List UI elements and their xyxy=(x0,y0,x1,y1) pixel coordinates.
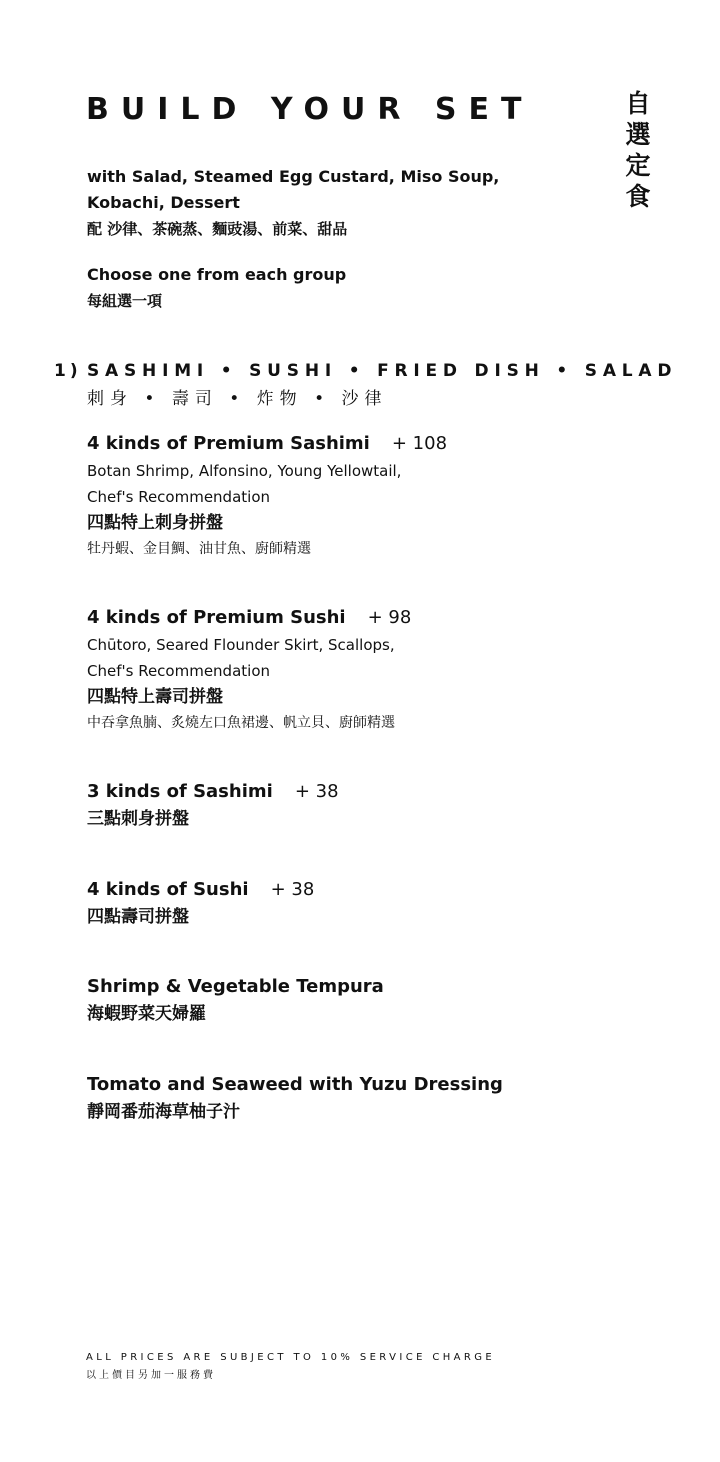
menu-item-name: Tomato and Seaweed with Yuzu Dressing xyxy=(87,1074,503,1095)
menu-item-name xyxy=(87,604,411,632)
includes-line-2: Kobachi, Dessert xyxy=(87,193,240,212)
menu-item-price: + 98 xyxy=(367,607,412,628)
menu-item-name-cjk: 海蝦野菜天婦羅 xyxy=(87,1004,206,1024)
vertical-title-char: 選 xyxy=(625,120,651,149)
menu-item-desc-cjk: 牡丹蝦、金目鯛、油甘魚、廚師精選 xyxy=(87,541,311,557)
section-title: SASHIMI • SUSHI • FRIED DISH • SALAD xyxy=(87,361,678,381)
menu-item xyxy=(87,778,339,832)
menu-item-desc: Botan Shrimp, Alfonsino, Young Yellowtail, xyxy=(87,462,402,480)
choose-block xyxy=(87,262,346,314)
menu-item-name xyxy=(87,876,314,904)
menu-item-price: + 38 xyxy=(294,781,339,802)
menu-item-name-text: 3 kinds of Sashimi xyxy=(87,781,273,802)
page-title: BUILD YOUR SET xyxy=(86,92,534,127)
vertical-title-cjk xyxy=(622,88,654,212)
menu-item xyxy=(87,604,411,736)
service-charge-note-cjk: 以上價目另加一服務費 xyxy=(86,1370,216,1381)
menu-item-name-text: 4 kinds of Premium Sushi xyxy=(87,607,346,628)
menu-item xyxy=(87,973,384,1027)
menu-item xyxy=(87,430,447,562)
includes-cjk: 配 沙律、茶碗蒸、麵豉湯、前菜、甜品 xyxy=(87,220,348,238)
menu-item-desc: Chūtoro, Seared Flounder Skirt, Scallops, xyxy=(87,636,395,654)
vertical-title-char: 食 xyxy=(625,182,651,211)
intro-block xyxy=(87,164,499,242)
choose-en: Choose one from each group xyxy=(87,265,347,284)
menu-item-desc-cjk: 中吞拿魚腩、炙燒左口魚裙邊、帆立貝、廚師精選 xyxy=(87,715,395,731)
menu-item-price: + 38 xyxy=(270,879,315,900)
menu-item xyxy=(87,876,314,930)
menu-item-name-text: 4 kinds of Premium Sashimi xyxy=(87,433,370,454)
section-number: 1) xyxy=(54,361,82,381)
service-charge-note: ALL PRICES ARE SUBJECT TO 10% SERVICE CHARGE xyxy=(86,1352,496,1363)
menu-item-name: Shrimp & Vegetable Tempura xyxy=(87,976,384,997)
menu-item-desc: Chef's Recommendation xyxy=(87,662,271,680)
menu-item-name-cjk: 四點特上刺身拼盤 xyxy=(87,513,223,533)
vertical-title-char: 自 xyxy=(625,89,651,118)
menu-item-desc: Chef's Recommendation xyxy=(87,488,271,506)
menu-item-name-cjk: 三點刺身拼盤 xyxy=(87,809,189,829)
includes-line-1: with Salad, Steamed Egg Custard, Miso Soup, xyxy=(87,167,500,186)
section-title-cjk: 刺身 • 壽司 • 炸物 • 沙律 xyxy=(87,389,388,409)
choose-cjk: 每組選一項 xyxy=(87,292,163,310)
menu-item-name xyxy=(87,430,447,458)
menu-item-name-cjk: 靜岡番茄海草柚子汁 xyxy=(87,1102,240,1122)
menu-item-price: + 108 xyxy=(391,433,448,454)
menu-item-name-cjk: 四點特上壽司拼盤 xyxy=(87,687,223,707)
vertical-title-char: 定 xyxy=(625,151,651,180)
menu-item-name xyxy=(87,778,339,806)
menu-item-name-text: 4 kinds of Sushi xyxy=(87,879,249,900)
menu-item-name-cjk: 四點壽司拼盤 xyxy=(87,907,189,927)
menu-item xyxy=(87,1071,503,1125)
